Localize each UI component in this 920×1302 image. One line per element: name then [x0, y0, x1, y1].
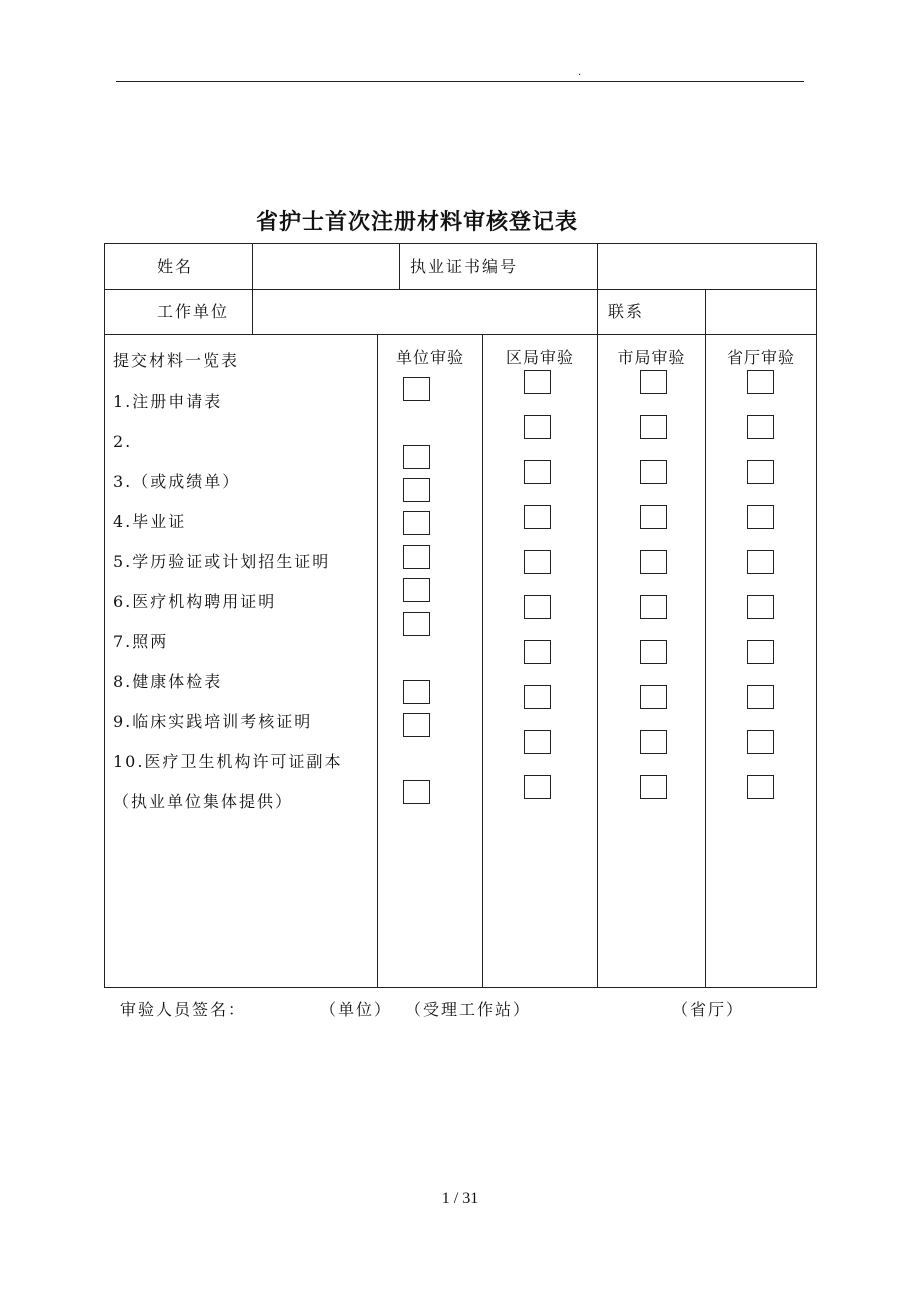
- col-divider-materials: [377, 334, 378, 988]
- col-divider-cert-label: [399, 243, 400, 289]
- header-dot: .: [578, 67, 582, 78]
- page-number: 1 / 31: [441, 1190, 479, 1207]
- province-checkbox[interactable]: [747, 685, 774, 709]
- unit-checkbox[interactable]: [403, 377, 430, 401]
- list-item: 10.医疗卫生机构许可证副本: [113, 752, 343, 771]
- row-divider-2: [104, 334, 817, 335]
- col-header-unit: 单位审验: [395, 348, 464, 367]
- name-field[interactable]: [256, 249, 396, 285]
- list-item: 3.（或成绩单）: [113, 472, 241, 491]
- city-checkbox[interactable]: [640, 460, 667, 484]
- unit-checkbox[interactable]: [403, 445, 430, 469]
- city-checkbox[interactable]: [640, 505, 667, 529]
- list-item: 5.学历验证或计划招生证明: [113, 552, 331, 571]
- cert-number-field[interactable]: [602, 249, 812, 285]
- col-header-province: 省厅审验: [726, 348, 795, 367]
- province-checkbox[interactable]: [747, 640, 774, 664]
- row-divider-1: [104, 289, 817, 290]
- signature-unit: （单位）: [320, 1000, 393, 1019]
- unit-checkbox[interactable]: [403, 578, 430, 602]
- form-title: 省护士首次注册材料审核登记表: [255, 210, 578, 235]
- unit-checkbox[interactable]: [403, 680, 430, 704]
- col-divider-name: [252, 243, 253, 334]
- header-rule: [116, 81, 804, 82]
- col-divider-contact-label: [597, 243, 598, 334]
- col-header-city: 市局审验: [617, 348, 686, 367]
- district-checkbox[interactable]: [524, 550, 551, 574]
- province-checkbox[interactable]: [747, 460, 774, 484]
- col-divider-city: [705, 334, 706, 988]
- province-checkbox[interactable]: [747, 775, 774, 799]
- col-divider-unit: [482, 334, 483, 988]
- unit-checkbox[interactable]: [403, 713, 430, 737]
- signature-province: （省厅）: [672, 1000, 745, 1019]
- materials-heading: 提交材料一览表: [113, 351, 240, 370]
- unit-checkbox[interactable]: [403, 511, 430, 535]
- unit-checkbox[interactable]: [403, 478, 430, 502]
- district-checkbox[interactable]: [524, 775, 551, 799]
- district-checkbox[interactable]: [524, 415, 551, 439]
- list-item: 7.照两: [113, 632, 169, 651]
- district-checkbox[interactable]: [524, 460, 551, 484]
- signature-label: 审验人员签名：: [120, 1000, 247, 1019]
- list-item: 9.临床实践培训考核证明: [113, 712, 313, 731]
- city-checkbox[interactable]: [640, 550, 667, 574]
- city-checkbox[interactable]: [640, 370, 667, 394]
- list-item: 1.注册申请表: [113, 392, 223, 411]
- signature-station: （受理工作站）: [405, 1000, 532, 1019]
- list-item: 8.健康体检表: [113, 672, 223, 691]
- district-checkbox[interactable]: [524, 595, 551, 619]
- contact-field[interactable]: [709, 294, 812, 330]
- unit-checkbox[interactable]: [403, 612, 430, 636]
- cert-number-label: 执业证书编号: [410, 257, 519, 276]
- work-unit-label: 工作单位: [157, 302, 230, 321]
- city-checkbox[interactable]: [640, 685, 667, 709]
- province-checkbox[interactable]: [747, 370, 774, 394]
- col-divider-district: [597, 334, 598, 988]
- work-unit-field[interactable]: [256, 294, 592, 330]
- city-checkbox[interactable]: [640, 730, 667, 754]
- col-divider-contact-value: [705, 289, 706, 335]
- col-header-district: 区局审验: [505, 348, 574, 367]
- list-item: （执业单位集体提供）: [113, 792, 294, 811]
- unit-checkbox[interactable]: [403, 780, 430, 804]
- unit-checkbox[interactable]: [403, 545, 430, 569]
- contact-label: 联系: [608, 302, 645, 321]
- city-checkbox[interactable]: [640, 640, 667, 664]
- district-checkbox[interactable]: [524, 370, 551, 394]
- name-label: 姓名: [157, 257, 194, 276]
- district-checkbox[interactable]: [524, 730, 551, 754]
- province-checkbox[interactable]: [747, 595, 774, 619]
- list-item: 6.医疗机构聘用证明: [113, 592, 277, 611]
- province-checkbox[interactable]: [747, 730, 774, 754]
- city-checkbox[interactable]: [640, 415, 667, 439]
- city-checkbox[interactable]: [640, 595, 667, 619]
- district-checkbox[interactable]: [524, 640, 551, 664]
- province-checkbox[interactable]: [747, 550, 774, 574]
- list-item: 4.毕业证: [113, 512, 187, 531]
- province-checkbox[interactable]: [747, 505, 774, 529]
- list-item: 2.: [113, 432, 133, 451]
- city-checkbox[interactable]: [640, 775, 667, 799]
- district-checkbox[interactable]: [524, 505, 551, 529]
- province-checkbox[interactable]: [747, 415, 774, 439]
- district-checkbox[interactable]: [524, 685, 551, 709]
